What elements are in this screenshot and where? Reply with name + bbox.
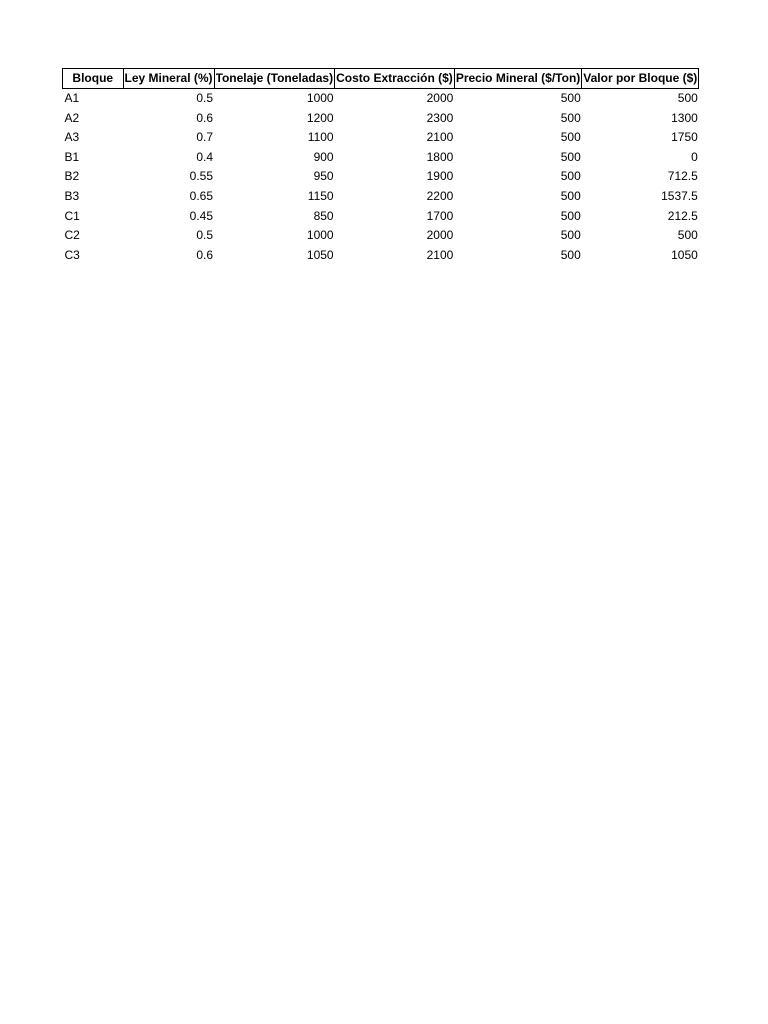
cell-costo-extraccion[interactable]: 1900 xyxy=(426,169,454,184)
table-row xyxy=(63,167,699,187)
header-cell-valor-por-bloque[interactable]: Valor por Bloque ($) xyxy=(582,69,699,89)
cell-ley-mineral[interactable]: 0.7 xyxy=(196,130,214,145)
cell-ley-mineral[interactable]: 0.45 xyxy=(189,208,214,223)
table-row xyxy=(63,226,699,246)
cell-tonelaje[interactable]: 1150 xyxy=(307,188,334,203)
cell-costo-extraccion[interactable]: 2100 xyxy=(426,130,454,145)
header-cell-tonelaje[interactable]: Tonelaje (Toneladas) xyxy=(214,69,335,89)
spreadsheet-table xyxy=(62,68,699,265)
table-row xyxy=(63,128,699,148)
cell-tonelaje[interactable]: 1100 xyxy=(307,130,334,145)
cell-tonelaje[interactable]: 950 xyxy=(313,169,334,184)
cell-tonelaje[interactable]: 850 xyxy=(313,208,334,223)
cell-valor-por-bloque[interactable]: 0 xyxy=(691,149,698,164)
cell-precio-mineral[interactable]: 500 xyxy=(560,149,581,164)
cell-costo-extraccion[interactable]: 2000 xyxy=(426,91,454,105)
cell-bloque[interactable]: B3 xyxy=(64,188,80,203)
table-row xyxy=(63,187,699,207)
cell-valor-por-bloque[interactable]: 712.5 xyxy=(667,169,698,184)
cell-costo-extraccion[interactable]: 2200 xyxy=(426,188,454,203)
cell-bloque[interactable]: B2 xyxy=(64,169,80,184)
cell-ley-mineral[interactable]: 0.65 xyxy=(189,188,214,203)
cell-valor-por-bloque[interactable]: 1750 xyxy=(671,130,698,145)
cell-costo-extraccion[interactable]: 1700 xyxy=(426,208,454,223)
cell-ley-mineral[interactable]: 0.4 xyxy=(196,149,214,164)
cell-bloque[interactable]: A1 xyxy=(64,91,80,105)
cell-bloque[interactable]: C2 xyxy=(64,228,80,243)
cell-ley-mineral[interactable]: 0.6 xyxy=(196,110,214,125)
cell-valor-por-bloque[interactable]: 212.5 xyxy=(667,208,698,223)
cell-tonelaje[interactable]: 1000 xyxy=(306,91,334,105)
cell-ley-mineral[interactable]: 0.55 xyxy=(189,169,214,184)
cell-ley-mineral[interactable]: 0.6 xyxy=(196,247,214,262)
cell-costo-extraccion[interactable]: 2100 xyxy=(426,247,454,262)
cell-tonelaje[interactable]: 1200 xyxy=(306,110,334,125)
cell-costo-extraccion[interactable]: 2000 xyxy=(426,228,454,243)
cell-bloque[interactable]: A3 xyxy=(64,130,80,145)
cell-tonelaje[interactable]: 1000 xyxy=(306,228,334,243)
cell-precio-mineral[interactable]: 500 xyxy=(560,188,581,203)
cell-bloque[interactable]: B1 xyxy=(64,149,80,164)
table-row xyxy=(63,109,699,129)
cell-costo-extraccion[interactable]: 2300 xyxy=(426,110,454,125)
cell-valor-por-bloque[interactable]: 500 xyxy=(677,228,698,243)
cell-precio-mineral[interactable]: 500 xyxy=(560,110,581,125)
header-row xyxy=(63,69,699,89)
cell-bloque[interactable]: A2 xyxy=(64,110,80,125)
cell-ley-mineral[interactable]: 0.5 xyxy=(196,91,214,105)
cell-bloque[interactable]: C1 xyxy=(64,208,80,223)
cell-precio-mineral[interactable]: 500 xyxy=(560,247,581,262)
table-row xyxy=(63,246,699,266)
cell-valor-por-bloque[interactable]: 1537.5 xyxy=(661,188,698,203)
table-row xyxy=(63,89,699,109)
cell-costo-extraccion[interactable]: 1800 xyxy=(426,149,454,164)
cell-precio-mineral[interactable]: 500 xyxy=(560,228,581,243)
cell-valor-por-bloque[interactable]: 1300 xyxy=(671,110,698,125)
cell-precio-mineral[interactable]: 500 xyxy=(560,130,581,145)
cell-tonelaje[interactable]: 900 xyxy=(313,149,334,164)
cell-precio-mineral[interactable]: 500 xyxy=(560,91,581,105)
table-row xyxy=(63,148,699,168)
cell-tonelaje[interactable]: 1050 xyxy=(306,247,334,262)
header-cell-ley-mineral[interactable]: Ley Mineral (%) xyxy=(123,69,214,89)
cell-valor-por-bloque[interactable]: 500 xyxy=(677,91,698,105)
cell-bloque[interactable]: C3 xyxy=(64,247,80,262)
header-cell-costo-extraccion[interactable]: Costo Extracción ($) xyxy=(335,69,455,89)
header-cell-bloque[interactable]: Bloque xyxy=(63,69,124,89)
header-cell-precio-mineral[interactable]: Precio Mineral ($/Ton) xyxy=(454,69,581,89)
cell-ley-mineral[interactable]: 0.5 xyxy=(196,228,214,243)
cell-precio-mineral[interactable]: 500 xyxy=(560,208,581,223)
cell-valor-por-bloque[interactable]: 1050 xyxy=(671,247,698,262)
table-row xyxy=(63,207,699,227)
cell-precio-mineral[interactable]: 500 xyxy=(560,169,581,184)
